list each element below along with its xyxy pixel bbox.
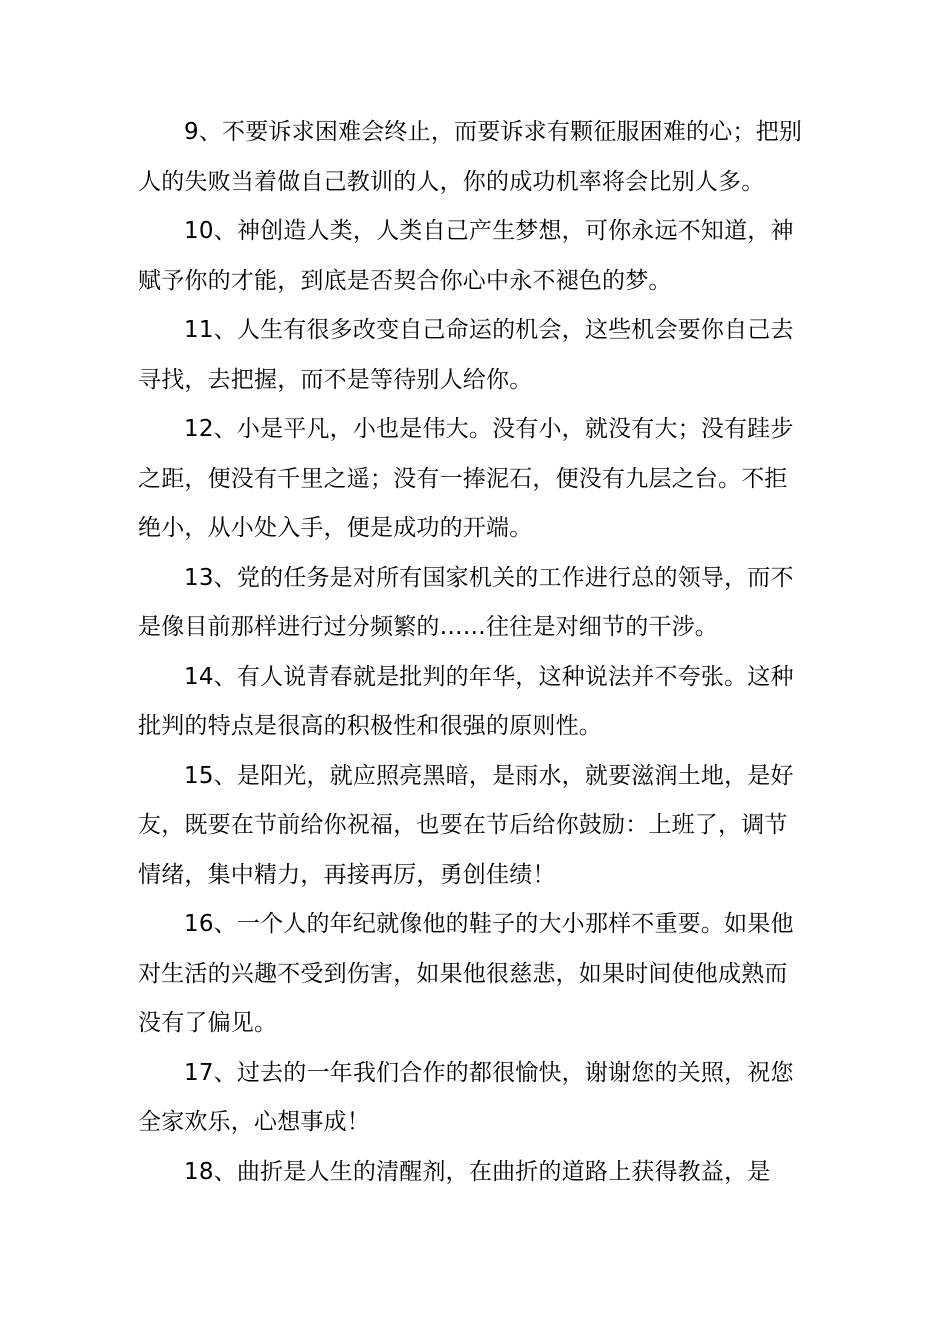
paragraph-14: 14、有人说青春就是批判的年华，这种说法并不夸张。这种批判的特点是很高的积极性和很强的原则性。 — [138, 663, 794, 739]
paragraph-13: 13、党的任务是对所有国家机关的工作进行总的领导，而不是像目前那样进行过分频繁的……往往是对细节的干涉。 — [138, 564, 794, 640]
document-body — [138, 108, 810, 1197]
paragraph-15: 15、是阳光，就应照亮黑暗，是雨水，就要滋润土地，是好友，既要在节前给你祝福，也要在节后给你鼓励：上班了，调节情绪，集中精力，再接再厉，勇创佳绩！ — [138, 762, 794, 888]
paragraph-9: 9、不要诉求困难会终止，而要诉求有颗征服困难的心；把别人的失败当着做自己教训的人，你的成功机率将会比别人多。 — [138, 119, 803, 195]
paragraph-10: 10、神创造人类，人类自己产生梦想，可你永远不知道，神赋予你的才能，到底是否契合你心中永不褪色的梦。 — [138, 218, 794, 294]
paragraph-18: 18、曲折是人生的清醒剂，在曲折的道路上获得教益，是 — [184, 1158, 771, 1185]
paragraph-12: 12、小是平凡，小也是伟大。没有小，就没有大；没有跬步之距，便没有千里之遥；没有一捧泥石，便没有九层之台。不拒绝小，从小处入手，便是成功的开端。 — [138, 416, 794, 541]
paragraph-16: 16、一个人的年纪就像他的鞋子的大小那样不重要。如果他对生活的兴趣不受到伤害，如果他很慈悲，如果时间使他成熟而没有了偏见。 — [138, 911, 794, 1036]
paragraph-11: 11、人生有很多改变自己命运的机会，这些机会要你自己去寻找，去把握，而不是等待别人给你。 — [138, 317, 794, 393]
paragraph-17: 17、过去的一年我们合作的都很愉快，谢谢您的关照，祝您全家欢乐，心想事成！ — [138, 1059, 794, 1135]
